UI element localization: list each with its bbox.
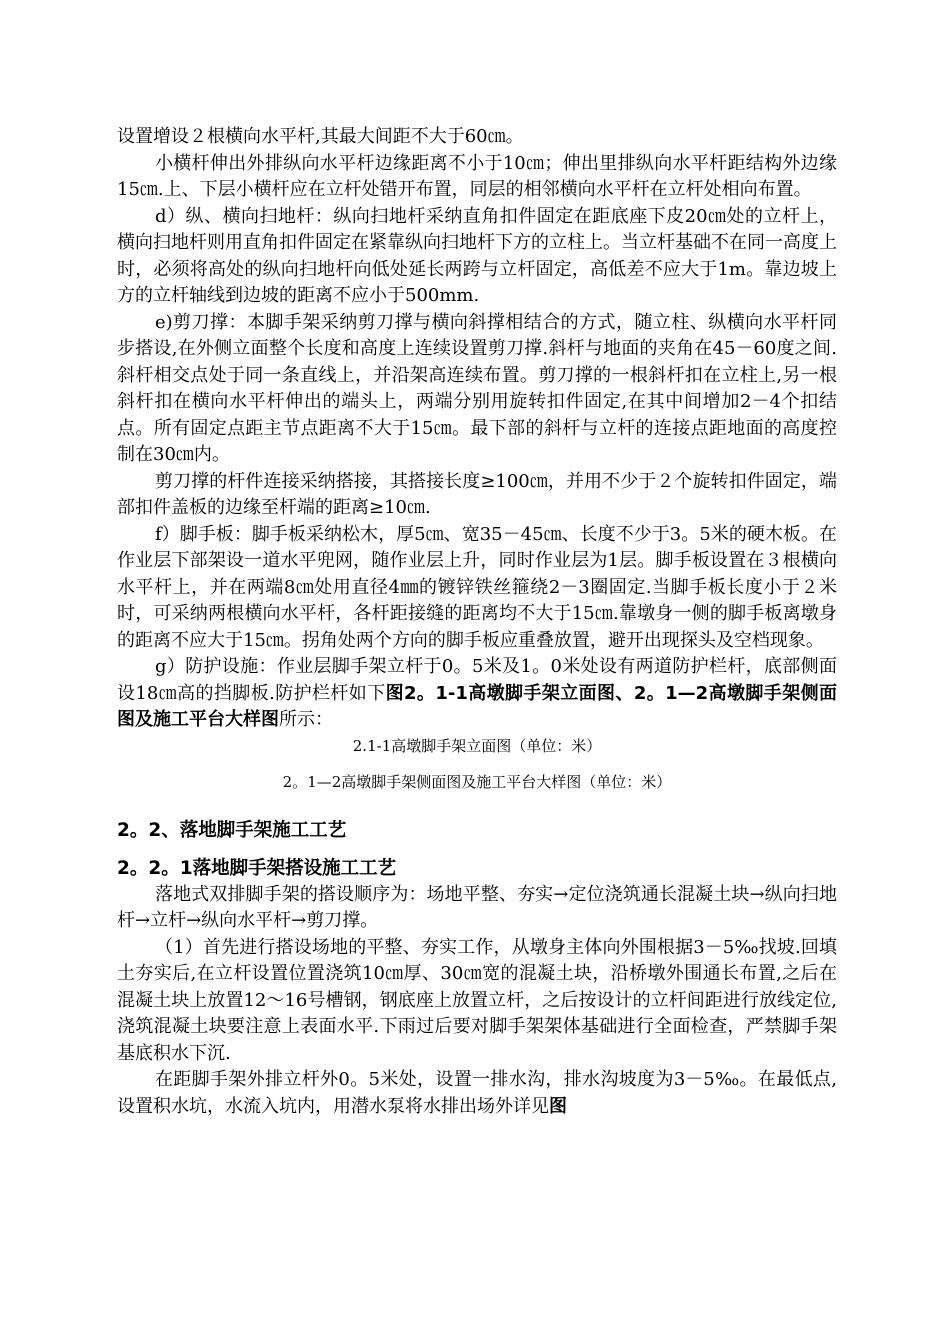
protection-tail: 所示： bbox=[279, 709, 333, 730]
paragraph-crossbar-spacing: 设置增设２根横向水平杆,其最大间距不大于60㎝。 bbox=[117, 126, 524, 147]
section-heading: 2。2、落地脚手架施工工艺 bbox=[117, 819, 347, 841]
figure-reference: 图2。1-1高墩脚手架立面图、2。1—2高墩脚手架侧面图及施工平台大样图 bbox=[117, 682, 837, 730]
paragraph-drainage bbox=[117, 1067, 837, 1120]
paragraph-protection bbox=[117, 654, 837, 734]
paragraph-small-crossbar: 小横杆伸出外排纵向水平杆边缘距离不小于10㎝；伸出里排纵向水平杆距结构外边缘15㎝.上、下层小横杆应在立杆处错开布置，同层的相邻横向水平杆在立杆处相向布置。 bbox=[117, 152, 837, 200]
figure-caption-elevation: 2.1-1高墩脚手架立面图（单位：米） bbox=[352, 736, 602, 755]
paragraph-scissor-brace-joint: 剪刀撑的杆件连接采纳搭接，其搭接长度≥100㎝，并用不少于２个旋转扣件固定，端部扣件盖板的边缘至杆端的距离≥10㎝. bbox=[117, 470, 837, 518]
paragraph-scissor-brace: e)剪刀撑：本脚手架采纳剪刀撑与横向斜撑相结合的方式，随立柱、纵横向水平杆同步搭设,在外侧立面整个长度和高度上连续设置剪刀撑.斜杆与地面的夹角在45－60度之间.斜杆相交点处于同一条直线上，并沿架高连续布置。剪刀撑的一根斜杆扣在立柱上,另一根斜杆扣在横向水平杆伸出的端头上，两端分别用旋转扣件固定,在其中间增加2－4个扣结点。所有固定点距主节点距离不大于15㎝。最下部的斜杆与立杆的连接点距地面的高度控制在30㎝内。 bbox=[117, 311, 837, 465]
paragraph-sweeping-rod: d）纵、横向扫地杆：纵向扫地杆采纳直角扣件固定在距底座下皮20㎝处的立杆上，横向扫地杆则用直角扣件固定在紧靠纵向扫地杆下方的立柱上。当立杆基础不在同一高度上时，必须将高处的纵向扫地杆向低处延长两跨与立杆固定，高低差不应大于1m。靠边坡上方的立杆轴线到边坡的距离不应小于500mm. bbox=[117, 205, 837, 306]
protection-text: g）防护设施：作业层脚手架立杆于0。5米及1。0米处设有两道防护栏杆，底部侧面设18㎝高的挡脚板.防护栏杆如下 bbox=[117, 656, 837, 704]
subsection-heading: 2。2。1落地脚手架搭设施工工艺 bbox=[117, 857, 397, 879]
document-page bbox=[117, 124, 837, 1120]
figure-reference-drainage: 图 bbox=[549, 1095, 567, 1117]
paragraph-scaffold-board: f）脚手板：脚手板采纳松木，厚5㎝、宽35－45㎝、长度不少于3。5米的硬木板。在作业层下部架设一道水平兜网，随作业层上升，同时作业层为1层。脚手板设置在３根横向水平杆上，并在两端8㎝处用直径4㎜的镀锌铁丝箍绕2－3圈固定.当脚手板长度小于２米时，可采纳两根横向水平杆，各杆距接缝的距离均不大于15㎝.靠墩身一侧的脚手板离墩身的距离不应大于15㎝。拐角处两个方向的脚手板应重叠放置，避开出现探头及空档现象。 bbox=[117, 523, 837, 651]
figure-caption-side: 2。1—2高墩脚手架侧面图及施工平台大样图（单位：米） bbox=[282, 772, 672, 791]
paragraph-erection-sequence: 落地式双排脚手架的搭设顺序为：场地平整、夯实→定位浇筑通长混凝土块→纵向扫地杆→立杆→纵向水平杆→剪刀撑。 bbox=[117, 883, 837, 931]
drainage-text: 在距脚手架外排立杆外0。5米处，设置一排水沟，排水沟坡度为3－5‰。在最低点,设置积水坑，水流入坑内，用潜水泵将水排出场外详见 bbox=[117, 1069, 837, 1117]
paragraph-site-leveling: （1）首先进行搭设场地的平整、夯实工作，从墩身主体向外围根据3－5‰找坡.回填土夯实后,在立杆设置位置浇筑10㎝厚、30㎝宽的混凝土块，沿桥墩外围通长布置,之后在混凝土块上放置12～16号槽钢，钢底座上放置立杆，之后按设计的立杆间距进行放线定位,浇筑混凝土块要注意上表面水平.下雨过后要对脚手架架体基础进行全面检查，严禁脚手架基底积水下沉. bbox=[117, 936, 837, 1064]
